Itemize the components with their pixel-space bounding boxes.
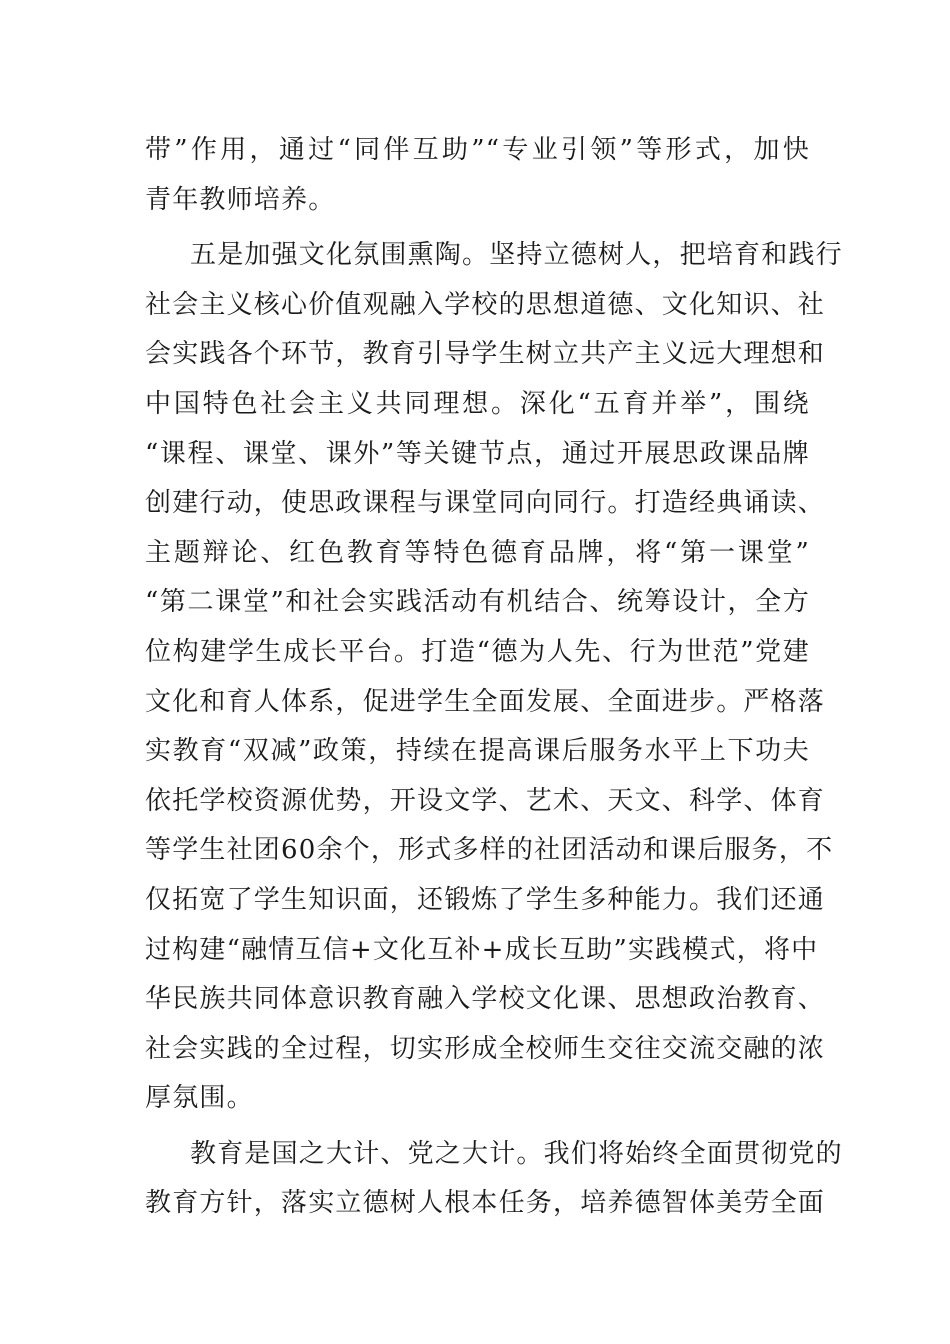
text-line: 带”作用，通过“同伴互助”“专业引领”等形式，加快 (145, 135, 810, 165)
text-line: 中国特色社会主义共同理想。深化“五育并举”，围绕 (145, 388, 810, 419)
text-line: 厚氛围。 (145, 1083, 254, 1114)
text-line: “第二课堂”和社会实践活动有机结合、统筹设计，全方 (145, 587, 810, 618)
text-line: 五是加强文化氛围熏陶。坚持立德树人，把培育和践行 (190, 240, 843, 271)
text-line: “课程、课堂、课外”等关键节点，通过开展思政课品牌 (145, 438, 810, 469)
text-line: 依托学校资源优势，开设文学、艺术、天文、科学、体育 (145, 785, 826, 816)
text-line: 文化和育人体系，促进学生全面发展、全面进步。严格落 (145, 686, 826, 717)
paragraph-culture (145, 231, 843, 1124)
paragraph-continuation (145, 126, 810, 225)
text-line: 创建行动，使思政课程与课堂同向同行。打造经典诵读、 (145, 488, 826, 519)
text-line: 教育方针，落实立德树人根本任务，培养德智体美劳全面 (145, 1188, 826, 1219)
text-line: 仅拓宽了学生知识面，还锻炼了学生多种能力。我们还通 (145, 884, 826, 915)
text-line: 位构建学生成长平台。打造“德为人先、行为世范”党建 (145, 636, 810, 667)
paragraph-conclusion (145, 1130, 843, 1229)
text-line: 社会主义核心价值观融入学校的思想道德、文化知识、社 (145, 289, 826, 320)
text-line: 等学生社团60余个，形式多样的社团活动和课后服务，不 (145, 835, 834, 866)
text-line: 华民族共同体意识教育融入学校文化课、思想政治教育、 (145, 984, 826, 1015)
text-line: 主题辩论、红色教育等特色德育品牌，将“第一课堂” (145, 537, 810, 568)
text-line: 会实践各个环节，教育引导学生树立共产主义远大理想和 (145, 339, 826, 370)
text-line: 教育是国之大计、党之大计。我们将始终全面贯彻党的 (190, 1138, 843, 1169)
text-line: 过构建“融情互信+文化互补+成长互助”实践模式，将中 (145, 934, 819, 965)
text-line: 实教育“双减”政策，持续在提高课后服务水平上下功夫 (145, 736, 810, 767)
text-line: 社会实践的全过程，切实形成全校师生交往交流交融的浓 (145, 1033, 826, 1064)
text-line: 青年教师培养。 (145, 184, 336, 215)
document-body (145, 126, 843, 1229)
